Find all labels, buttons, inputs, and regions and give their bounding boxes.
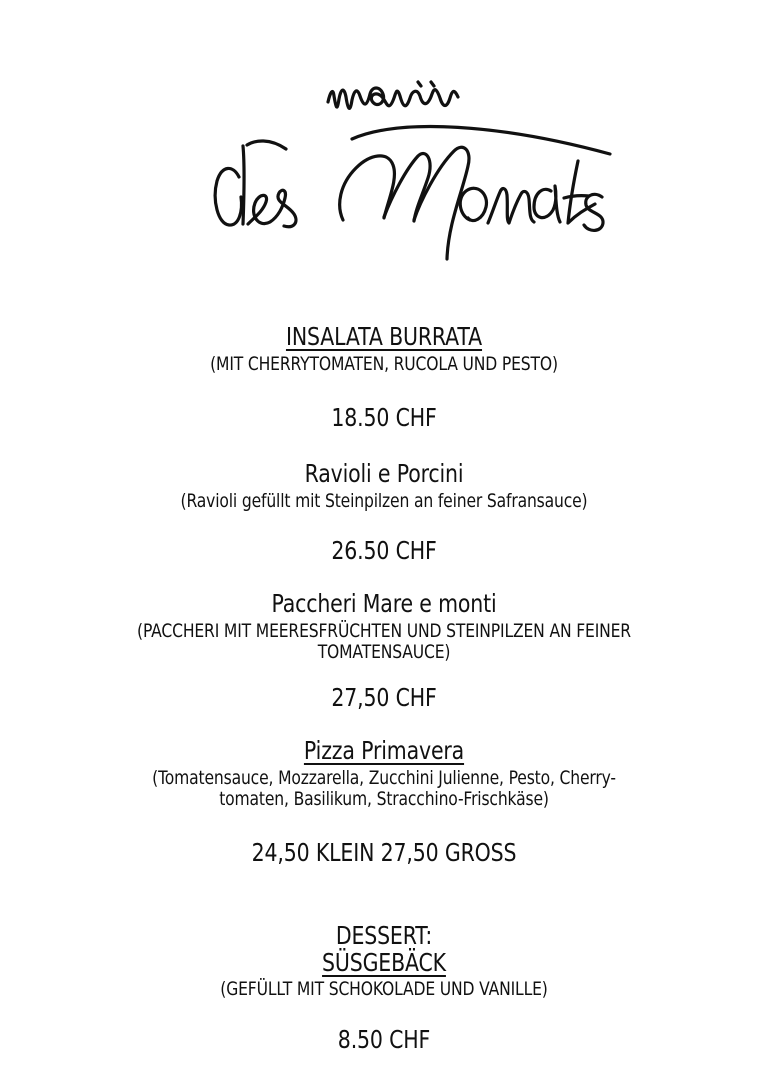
dish-description-line: TOMATENSAUCE): [317, 641, 451, 663]
dish-title: Pizza Primavera: [303, 736, 465, 765]
dish-price: 18.50 CHF: [331, 403, 437, 432]
dessert-price: 8.50 CHF: [337, 1025, 431, 1054]
dessert-heading: DESSERT:: [335, 921, 433, 950]
dish-title: INSALATA BURRATA: [285, 322, 483, 351]
dish-description: (Ravioli gefüllt mit Steinpilzen an feiner Safransauce): [180, 490, 588, 512]
dish-description-line: (PACCHERI MIT MEERESFRÜCHTEN UND STEINPILZEN AN FEINER: [137, 620, 631, 642]
dish-price: 24,50 KLEIN 27,50 GROSS: [251, 838, 517, 867]
dessert-description: (GEFÜLLT MIT SCHOKOLADE UND VANILLE): [220, 978, 548, 1000]
dish-description-line: (Tomatensauce, Mozzarella, Zucchini Julienne, Pesto, Cherry-: [152, 767, 616, 789]
dessert-title: SÜSGEBÄCK: [322, 948, 446, 977]
dish-title: Ravioli e Porcini: [304, 459, 464, 488]
script-title: [0, 0, 768, 300]
dish-title: Paccheri Mare e monti: [271, 589, 497, 618]
dish-description: (MIT CHERRYTOMATEN, RUCOLA UND PESTO): [210, 353, 558, 375]
dish-price: 27,50 CHF: [331, 683, 437, 712]
handwritten-title-logo: [0, 0, 768, 300]
dish-description-line: tomaten, Basilikum, Stracchino-Frischkäse): [219, 788, 549, 810]
dish-price: 26.50 CHF: [331, 536, 437, 565]
